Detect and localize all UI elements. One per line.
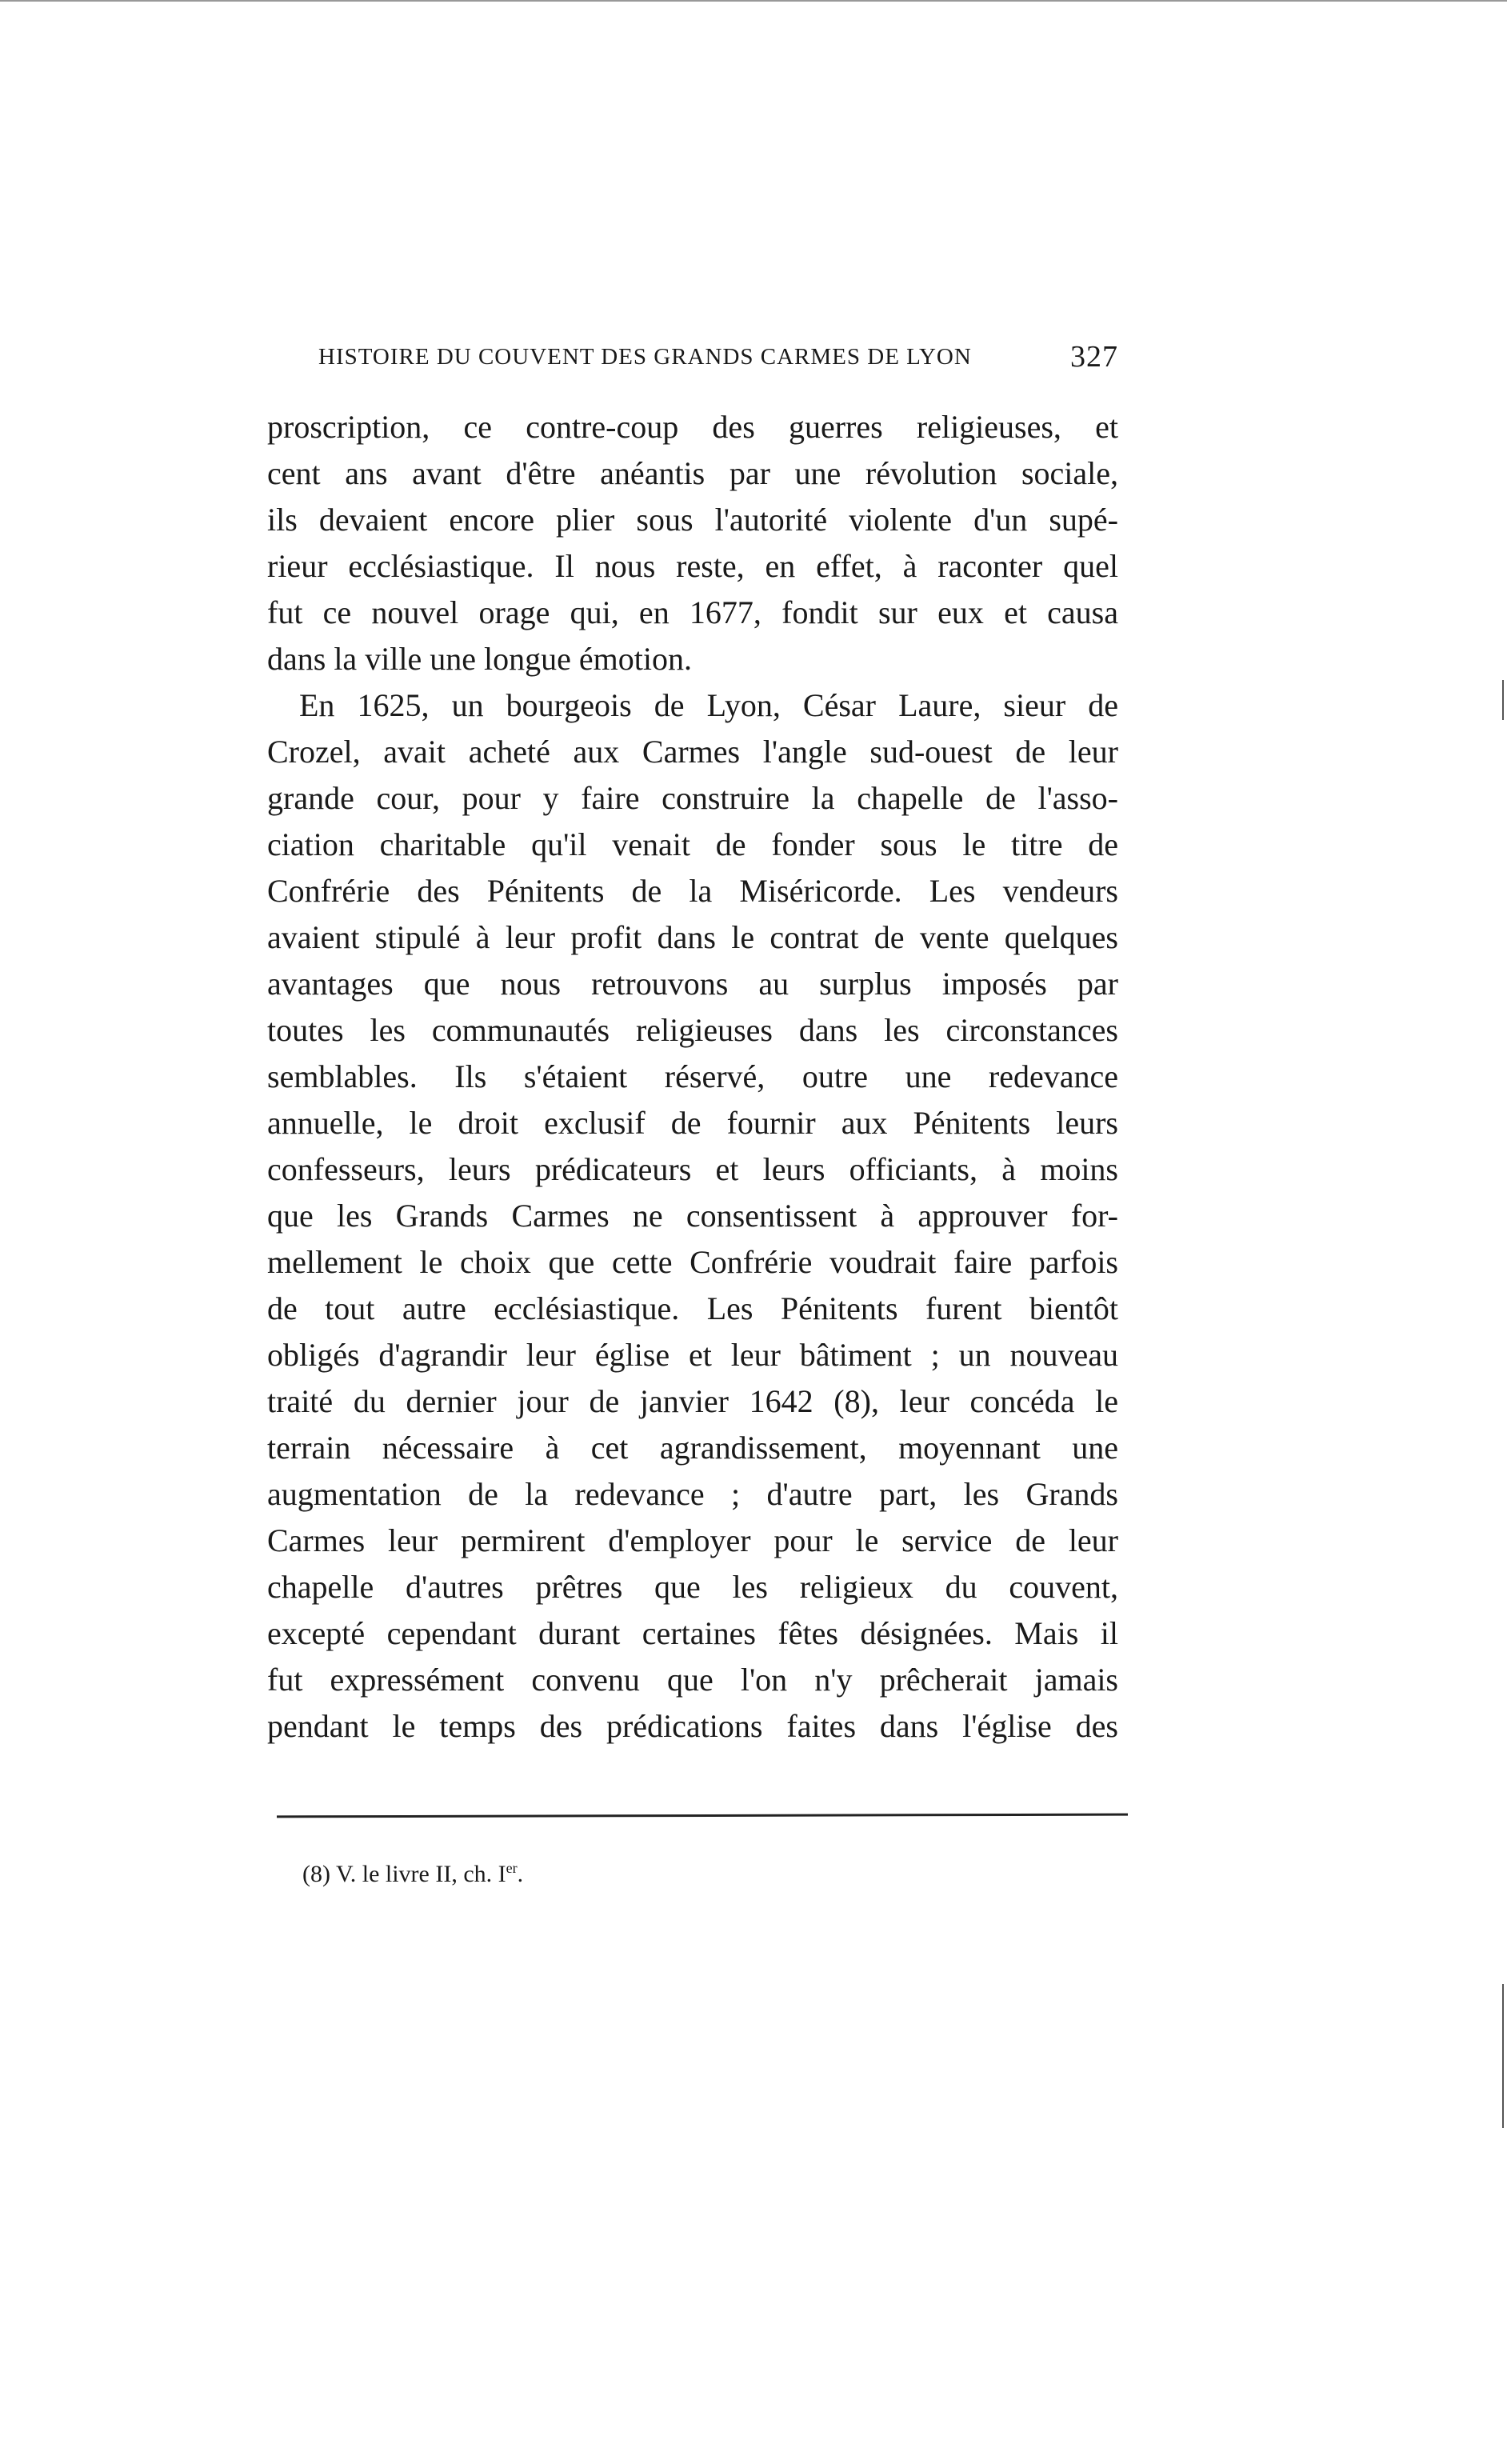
text-line: traité du dernier jour de janvier 1642 (8), leur concéda le bbox=[267, 1383, 1118, 1419]
text-line: avaient stipulé à leur profit dans le contrat de vente quelques bbox=[267, 919, 1118, 955]
running-header bbox=[318, 339, 1118, 374]
text-line: chapelle d'autres prêtres que les religieux du couvent, bbox=[267, 1569, 1118, 1605]
text-line: En 1625, un bourgeois de Lyon, César Laure, sieur de bbox=[299, 687, 1118, 723]
scan-edge-mark bbox=[1502, 680, 1504, 720]
scan-edge-mark bbox=[1502, 1984, 1504, 2128]
footnote-text: (8) V. le livre II, ch. I bbox=[302, 1861, 506, 1887]
text-line: Confrérie des Pénitents de la Miséricorde. Les vendeurs bbox=[267, 873, 1118, 909]
text-line: fut ce nouvel orage qui, en 1677, fondit sur eux et causa bbox=[267, 594, 1118, 630]
text-line: dans la ville une longue émotion. bbox=[267, 641, 692, 677]
text-line: terrain nécessaire à cet agrandissement, moyennant une bbox=[267, 1430, 1118, 1466]
running-title: HISTOIRE DU COUVENT DES GRANDS CARMES DE LYON bbox=[318, 344, 972, 370]
text-line: rieur ecclésiastique. Il nous reste, en effet, à raconter quel bbox=[267, 548, 1118, 584]
text-line: proscription, ce contre-coup des guerres religieuses, et bbox=[267, 409, 1118, 445]
footnote-end: . bbox=[517, 1861, 524, 1887]
body-text bbox=[267, 404, 1118, 1750]
text-line: annuelle, le droit exclusif de fournir aux Pénitents leurs bbox=[267, 1105, 1118, 1141]
text-line: ciation charitable qu'il venait de fonder sous le titre de bbox=[267, 826, 1118, 862]
text-line: que les Grands Carmes ne consentissent à approuver for- bbox=[267, 1198, 1118, 1234]
text-line: avantages que nous retrouvons au surplus imposés par bbox=[267, 966, 1118, 1002]
text-line: grande cour, pour y faire construire la chapelle de l'asso- bbox=[267, 780, 1118, 816]
text-line: confesseurs, leurs prédicateurs et leurs officiants, à moins bbox=[267, 1151, 1118, 1187]
page-number: 327 bbox=[1070, 340, 1118, 374]
text-line: augmentation de la redevance ; d'autre part, les Grands bbox=[267, 1476, 1118, 1512]
text-line: obligés d'agrandir leur église et leur bâtiment ; un nouveau bbox=[267, 1337, 1118, 1373]
text-line: de tout autre ecclésiastique. Les Pénitents furent bientôt bbox=[267, 1290, 1118, 1326]
text-line: ils devaient encore plier sous l'autorité violente d'un supé- bbox=[267, 502, 1118, 538]
text-line: cent ans avant d'être anéantis par une révolution sociale, bbox=[267, 455, 1118, 491]
text-line: fut expressément convenu que l'on n'y prêcherait jamais bbox=[267, 1662, 1118, 1698]
footnote-superscript: er bbox=[506, 1860, 518, 1876]
footnote bbox=[302, 1860, 523, 1888]
text-line: Crozel, avait acheté aux Carmes l'angle sud-ouest de leur bbox=[267, 734, 1118, 770]
text-line: semblables. Ils s'étaient réservé, outre une redevance bbox=[267, 1058, 1118, 1094]
footnote-rule bbox=[277, 1814, 1128, 1818]
text-line: excepté cependant durant certaines fêtes désignées. Mais il bbox=[267, 1615, 1118, 1651]
text-line: mellement le choix que cette Confrérie voudrait faire parfois bbox=[267, 1244, 1118, 1280]
text-line: pendant le temps des prédications faites dans l'église des bbox=[267, 1708, 1118, 1744]
text-line: Carmes leur permirent d'employer pour le service de leur bbox=[267, 1522, 1118, 1558]
text-line: toutes les communautés religieuses dans les circonstances bbox=[267, 1012, 1118, 1048]
scan-edge-mark bbox=[0, 0, 1507, 2]
